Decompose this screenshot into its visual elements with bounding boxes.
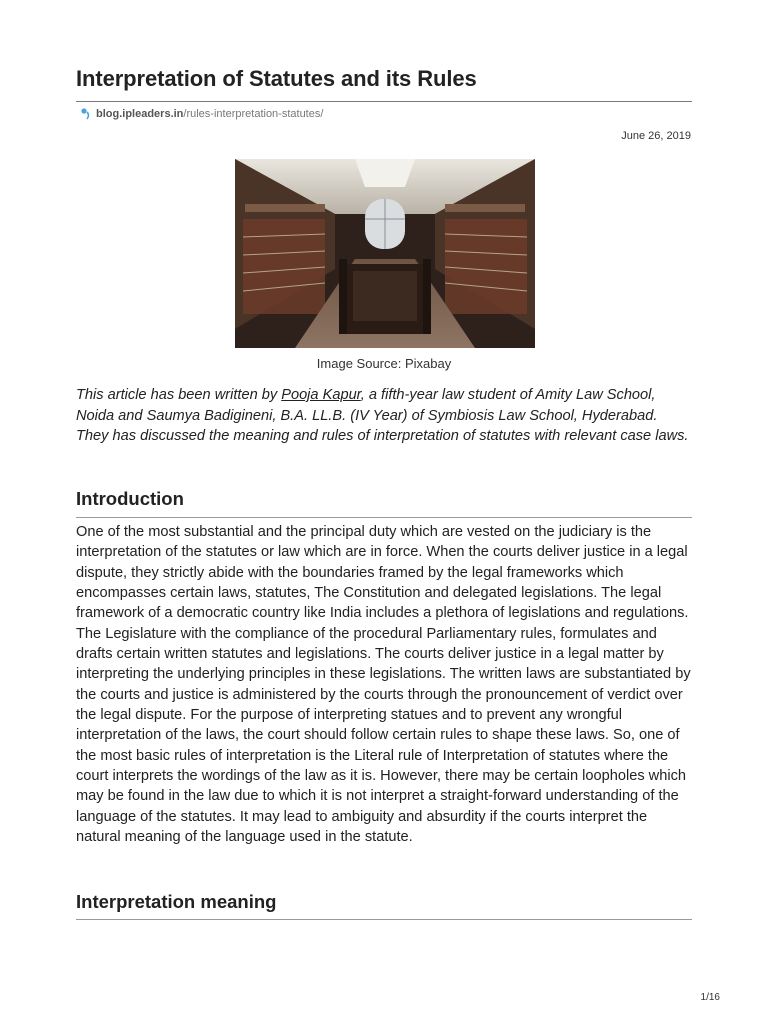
page-indicator: 1/16 [700,992,720,1003]
image-caption: Image Source: Pixabay [316,356,452,371]
author-note-suffix: , a fifth-year law student of Amity Law School, Noida and Saumya Badigineni, B.A. LL.B. (IV Year) of Symbiosis Law School, Hyderabad. They has discussed the meaning and rules of interpretation of statutes with relevant case laws. [76,387,689,444]
section-heading-introduction: Introduction [76,488,184,509]
section-heading-interpretation-meaning: Interpretation meaning [76,891,277,912]
author-note-prefix: This article has been written by [76,387,282,403]
source-link[interactable] [80,107,323,121]
title-divider [76,101,692,102]
author-link[interactable]: Pooja Kapur [281,387,361,403]
introduction-body: One of the most substantial and the principal duty which are vested on the judiciary is the interpretation of the statutes or law which are in force. When the courts deliver justice in a legal dispute, they strictly abide with the boundaries framed by the legal frameworks which encompasses certain laws, statutes, The Constitution and delegated legislations. The legal framework of a democratic country like India includes a plethora of legislations and regulations. The Legislature with the compliance of the procedural Parliamentary rules, formulates and drafts certain written statutes and legislations. The courts deliver justice in a legal matter by interpreting the underlying principles in these legislations. The written laws are substantiated by the courts and justice is administered by the courts through the pronouncement of verdict over the legal dispute. For the purpose of interpreting statues and to prevent any wrongful interpretation of the laws, the court should follow certain rules to shape these laws. So, one of the most basic rules of interpretation is the Literal rule of Interpretation of statutes where the court interprets the wordings of the law as it is. However, there may be certain loopholes which may be found in the law due to which it is not interpret a straight-forward understanding of the language of the statutes. It may lead to ambiguity and absurdity if the courts interpret the natural meaning of the language used in the statute. [76,524,691,846]
library-image [235,159,535,348]
source-domain[interactable]: blog.ipleaders.in [96,108,184,120]
link-icon [80,107,92,121]
article-title: Interpretation of Statutes and its Rules [76,66,477,91]
section-divider [76,517,692,518]
source-path[interactable]: /rules-interpretation-statutes/ [183,108,324,120]
section-divider [76,919,692,920]
author-note [76,385,692,447]
publish-date: June 26, 2019 [621,130,691,142]
